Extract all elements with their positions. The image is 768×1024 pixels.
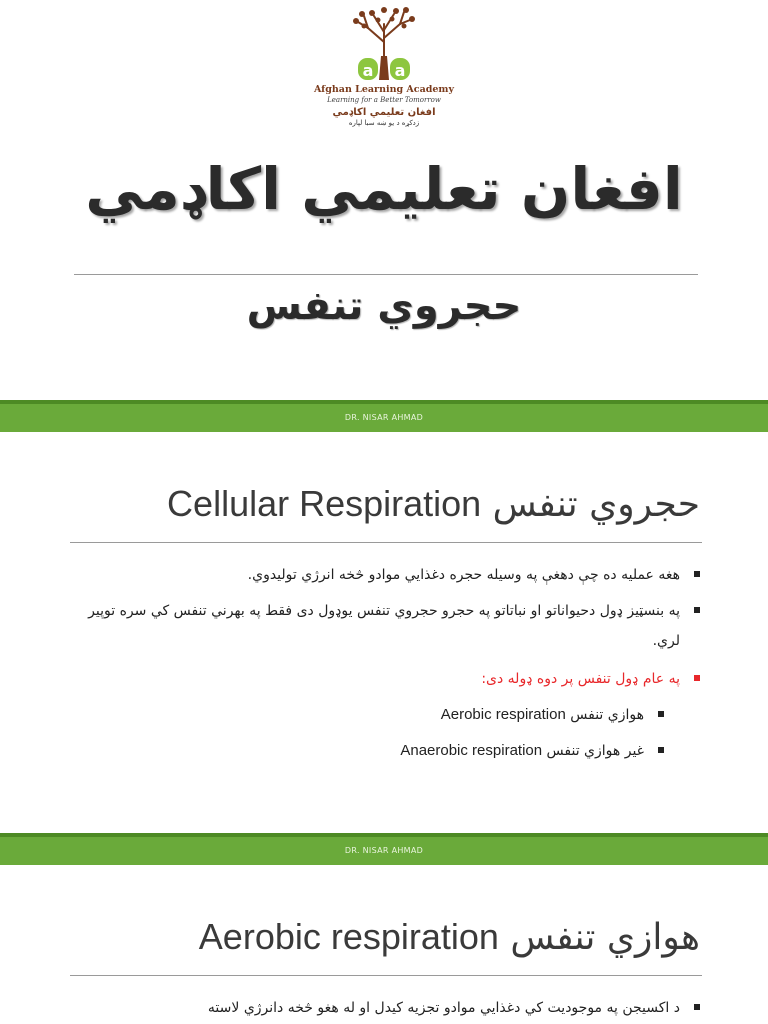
- tree-logo-icon: [334, 4, 434, 82]
- svg-text:a: a: [362, 61, 374, 80]
- title-divider: [74, 274, 698, 275]
- slide-aerobic-respiration: [0, 865, 768, 1024]
- sub-bullet-pashto: هوازي تنفس: [570, 707, 644, 723]
- logo-pashto-tagline: زدکړه د يو ښه سبا لپاره: [348, 119, 420, 127]
- bullet-item: [66, 993, 704, 1023]
- bullet-text: د اکسيجن په موجوديت کي دغذايي موادو تجزيه کيدل او له هغو څخه دانرژي لاسته: [207, 1000, 680, 1016]
- sub-bullet-english: Aerobic respiration: [440, 706, 566, 723]
- academy-title: افغان تعليمي اکاډمي: [85, 155, 683, 223]
- logo-english-name: Afghan Learning Academy: [313, 84, 455, 95]
- sub-bullet-item: [66, 736, 704, 766]
- bullet-list: [66, 560, 704, 766]
- bullet-square-icon: [694, 571, 700, 577]
- bullet-square-icon: [694, 675, 700, 681]
- footer-author: DR. NISAR AHMAD: [344, 413, 424, 422]
- heading-divider: [70, 975, 702, 976]
- heading-english: Aerobic respiration: [198, 916, 499, 957]
- bullet-item: [66, 596, 704, 656]
- bullet-text: په بنسټيز ډول دحيواناتو او نباتاتو په حجرو حجروي تنفس يوډول دى فقط په بهرني تنفس کي سره توپير لري.: [88, 603, 680, 649]
- sub-bullet-item: [66, 700, 704, 730]
- bullet-text: هغه عمليه ده چې دهغې په وسيله حجره دغذايي موادو څخه انرژي توليدوي.: [247, 567, 680, 583]
- presentation-subtitle: حجروي تنفس: [246, 283, 522, 329]
- heading-pashto: هوازي تنفس: [510, 917, 700, 958]
- heading-english: Cellular Respiration: [167, 483, 482, 524]
- bullet-square-icon: [694, 1004, 700, 1010]
- bullet-square-icon: [658, 711, 664, 717]
- logo-pashto-name: افغان تعليمي اکاډمي: [332, 107, 436, 118]
- heading-pashto: حجروي تنفس: [492, 484, 700, 525]
- slide-heading: [70, 915, 700, 959]
- svg-text:a: a: [394, 61, 406, 80]
- bullet-list: [66, 993, 704, 1023]
- sub-bullet-english: Anaerobic respiration: [400, 742, 543, 759]
- bullet-text: په عام ډول تنفس پر دوه ډوله دى:: [481, 671, 680, 687]
- slide-cellular-respiration: [0, 432, 768, 833]
- slide-heading: [70, 482, 700, 526]
- sub-bullet-pashto: غير هوازي تنفس: [546, 743, 644, 759]
- bullet-square-icon: [658, 747, 664, 753]
- heading-divider: [70, 542, 702, 543]
- slide-title: [0, 0, 768, 400]
- bullet-square-icon: [694, 607, 700, 613]
- footer-author: DR. NISAR AHMAD: [344, 846, 424, 855]
- slide-footer-band: [0, 400, 768, 432]
- bullet-item-highlight: [66, 664, 704, 694]
- bullet-item: [66, 560, 704, 590]
- academy-logo: [300, 4, 468, 144]
- logo-english-tagline: Learning for a Better Tomorrow: [327, 96, 441, 104]
- slide-footer-band: [0, 833, 768, 865]
